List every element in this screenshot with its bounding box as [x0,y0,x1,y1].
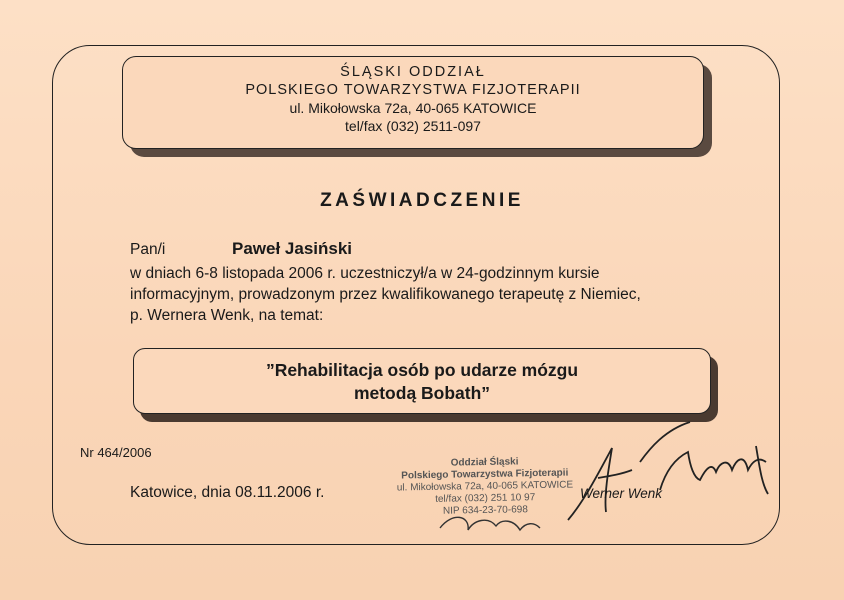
issuer-line-2: POLSKIEGO TOWARZYSTWA FIZJOTERAPII [245,82,581,98]
stamp-line-4: tel/fax (032) 251 10 97 [435,492,536,505]
stamp-line-1: Oddział Śląski [450,456,519,469]
body-line-3: p. Wernera Wenk, na temat: [130,307,324,324]
signer-name: Werner Wenk [580,486,663,501]
topic-line-2: metodą Bobath” [353,383,491,403]
issuer-phone: tel/fax (032) 2511-097 [345,118,481,134]
handwritten-signature-main [568,422,768,520]
topic-line-1: ”Rehabilitacja osób po udarze mózgu [265,360,579,380]
document-title: ZAŚWIADCZENIE [320,190,524,211]
body-line-2: informacyjnym, prowadzonym przez kwalifikowanego terapeutę z Niemiec, [130,286,641,303]
issuer-address: ul. Mikołowska 72a, 40-065 KATOWICE [289,100,537,116]
issuer-line-1: ŚLĄSKI ODDZIAŁ [340,64,486,80]
stamp-line-5: NIP 634-23-70-698 [442,504,528,517]
recipient-name: Paweł Jasiński [232,239,353,258]
salutation: Pan/i [130,241,166,258]
certificate-number: Nr 464/2006 [80,445,152,460]
stamp-line-3: ul. Mikołowska 72a, 40-065 KATOWICE [396,479,574,494]
handwritten-signature-left [440,517,540,530]
place-and-date: Katowice, dnia 08.11.2006 r. [130,484,325,501]
stamp-line-2: Polskiego Towarzystwa Fizjoterapii [401,467,569,482]
body-line-1: w dniach 6-8 listopada 2006 r. uczestniczył/a w 24-godzinnym kursie [130,265,600,282]
